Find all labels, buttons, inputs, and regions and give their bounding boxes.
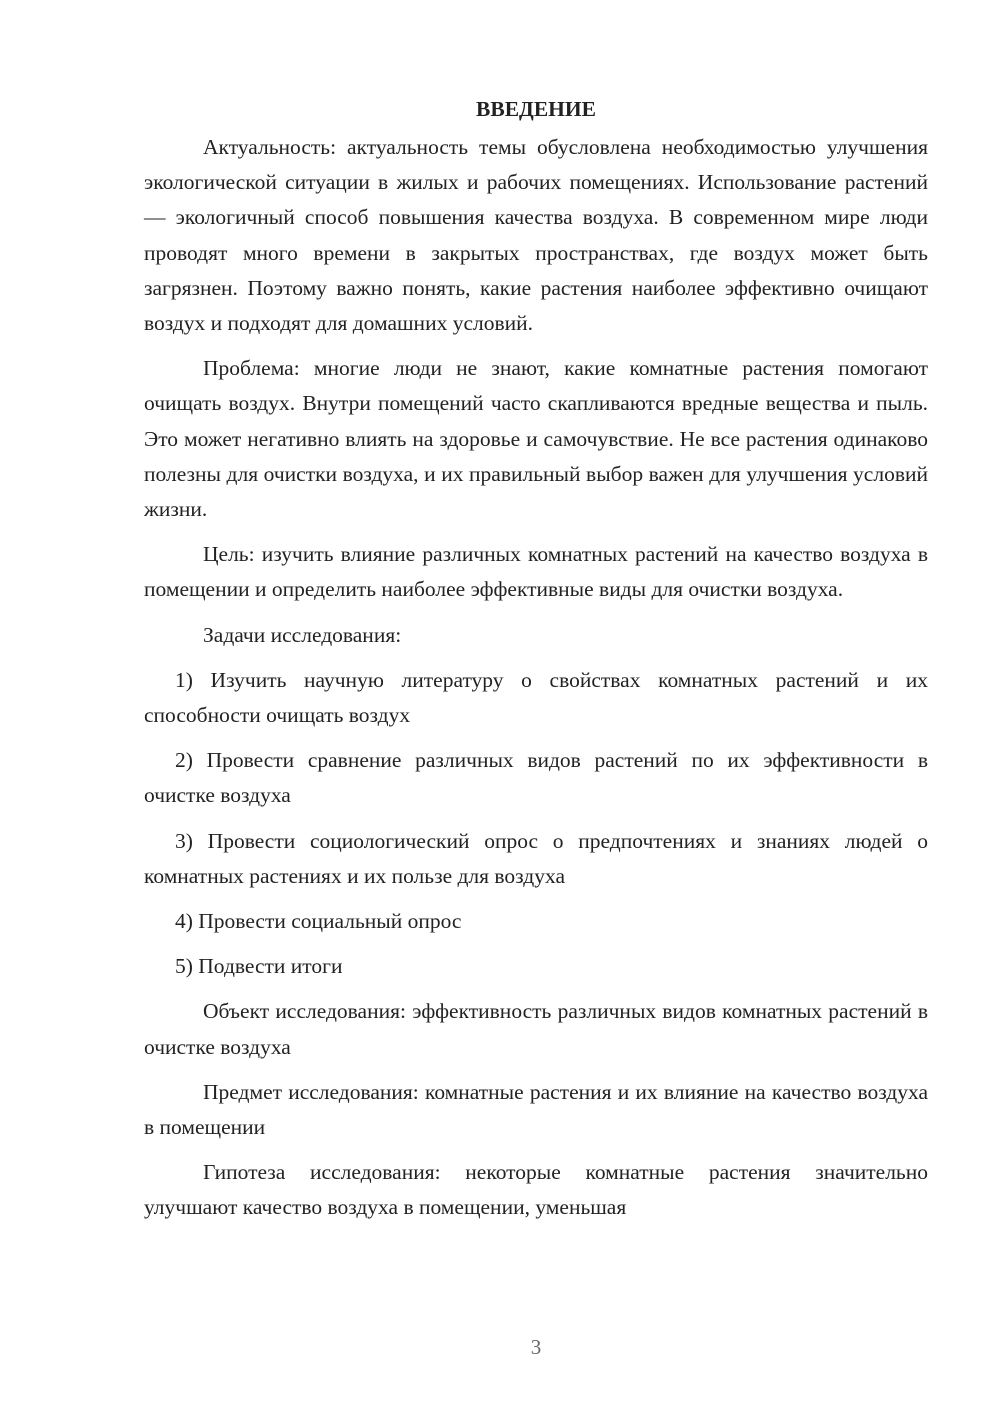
paragraph-object: Объект исследования: эффективность различных видов комнатных растений в очистке воздуха: [144, 999, 928, 1059]
task-item: 4) Провести социальный опрос: [175, 909, 462, 934]
paragraph-problem: Проблема: многие люди не знают, какие комнатные растения помогают очищать воздух. Внутри помещений часто скапливаются вредные вещества и пыль. Это может негативно влиять на здоровье и самочувствие. Не все растения одинаково полезны для очистки воздуха, и их правильный выбор важен для улучшения условий жизни.: [144, 356, 928, 522]
task-item: 3) Провести социологический опрос о предпочтениях и знаниях людей о комнатных растениях и их пользе для воздуха: [144, 828, 928, 888]
task-item: 1) Изучить научную литературу о свойствах комнатных растений и их способности очищать воздух: [144, 667, 928, 728]
paragraph-subject: Предмет исследования: комнатные растения и их влияние на качество воздуха в помещении: [144, 1079, 928, 1140]
paragraph-tasks-title: Задачи исследования:: [203, 622, 402, 647]
task-item: 2) Провести сравнение различных видов растений по их эффективности в очистке воздуха: [144, 748, 928, 808]
page-title: ВВЕДЕНИЕ: [476, 97, 596, 121]
paragraph-hypothesis: Гипотеза исследования: некоторые комнатные растения значительно улучшают качество воздуха в помещении, уменьшая: [144, 1160, 928, 1220]
paragraph-relevance: Актуальность: актуальность темы обусловлена необходимостью улучшения экологической ситуации в жилых и рабочих помещениях. Использование растений — экологичный способ повышения качества воздуха. В современном мире люди проводят много времени в закрытых пространствах, где воздух может быть загрязнен. Поэтому важно понять, какие растения наиболее эффективно очищают воздух и подходят для домашних условий.: [144, 135, 928, 336]
task-item: 5) Подвести итоги: [175, 954, 343, 979]
page-number: 3: [530, 1335, 542, 1359]
document-body: [144, 92, 928, 1226]
paragraph-goal: Цель: изучить влияние различных комнатных растений на качество воздуха в помещении и определить наиболее эффективные виды для очистки воздуха.: [144, 542, 928, 602]
